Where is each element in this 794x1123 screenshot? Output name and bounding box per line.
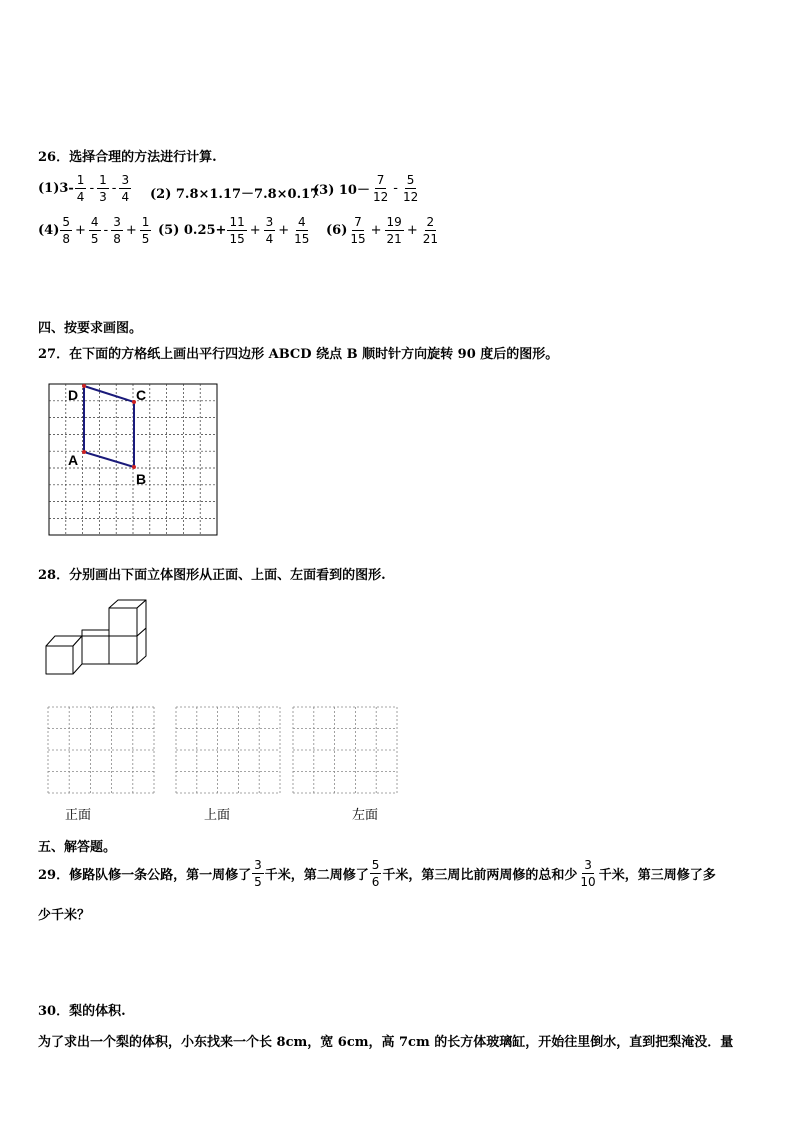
fraction: $\frac{19}{21}$ xyxy=(386,215,402,246)
cube-front-face xyxy=(109,608,137,636)
cube-solid-figure xyxy=(44,598,150,678)
grid-front-view xyxy=(47,706,155,794)
grid-left-view xyxy=(292,706,398,794)
fraction: $\frac{3}{5}$ xyxy=(254,858,262,889)
q29-text: 29．修路队修一条公路，第一周修了 xyxy=(38,868,252,883)
label-a: A xyxy=(68,452,79,468)
point-b xyxy=(132,465,136,469)
cube-front-face xyxy=(82,636,109,664)
label-front-view: 正面 xyxy=(65,807,92,822)
operator: - xyxy=(393,181,398,196)
label-left-view: 左面 xyxy=(352,807,379,822)
q30-text: 为了求出一个梨的体积，小东找来一个长 8cm，宽 6cm，高 7cm 的长方体玻璃缸，开始往里倒水，直到把梨淹没．量 xyxy=(38,1035,734,1050)
fraction: $\frac{3}{4}$ xyxy=(265,215,274,246)
cube-top-face xyxy=(82,630,109,636)
q29-line-2: 少千米？ xyxy=(38,908,91,923)
q29-text: 千米，第三周修了多 xyxy=(598,868,716,883)
operator: + xyxy=(370,223,382,238)
expr-lead: (4) xyxy=(38,223,60,238)
cube-front-face xyxy=(46,646,73,674)
operator: + xyxy=(125,223,137,238)
parallelogram-abcd xyxy=(84,386,134,467)
fraction: $\frac{4}{15}$ xyxy=(294,215,310,246)
q26-expr-1 xyxy=(38,172,132,205)
section-4-heading: 四、按要求画图。 xyxy=(38,321,143,336)
label-c: C xyxy=(136,387,147,403)
fraction: $\frac{7}{15}$ xyxy=(350,215,366,246)
operator: - xyxy=(103,223,109,238)
q29-text: 千米，第三周比前两周修的总和少 xyxy=(382,868,578,883)
grid-top-view xyxy=(175,706,281,794)
q29-line-1 xyxy=(38,857,716,890)
fraction: $\frac{3}{8}$ xyxy=(113,215,121,246)
operator: + xyxy=(75,223,86,238)
fraction: $\frac{1}{3}$ xyxy=(99,173,107,204)
point-a xyxy=(82,450,86,454)
fraction: $\frac{5}{12}$ xyxy=(402,173,419,204)
q26-expr-5 xyxy=(158,214,312,247)
operator: - xyxy=(89,181,95,196)
q30-title: 30．梨的体积. xyxy=(38,1004,126,1019)
expr-lead: (3) 10－ xyxy=(313,183,370,198)
cube-front-face xyxy=(109,636,137,664)
q27-grid-figure xyxy=(48,383,220,537)
section-5-heading: 五、解答题。 xyxy=(38,840,117,855)
operator: - xyxy=(111,181,117,196)
fraction: $\frac{4}{5}$ xyxy=(90,215,99,246)
fraction: $\frac{5}{8}$ xyxy=(62,215,70,246)
q26-expr-3 xyxy=(313,172,421,205)
label-b: B xyxy=(136,471,147,487)
fraction: $\frac{2}{21}$ xyxy=(422,215,439,246)
operator: + xyxy=(249,223,261,238)
fraction: $\frac{3}{4}$ xyxy=(121,173,130,204)
fraction: $\frac{5}{6}$ xyxy=(371,858,380,889)
fraction: $\frac{11}{15}$ xyxy=(229,215,245,246)
q26-expr-4 xyxy=(38,214,152,247)
expr-lead: (1)3- xyxy=(38,181,74,196)
q27-title: 27．在下面的方格纸上画出平行四边形 ABCD 绕点 B 顺时针方向旋转 90 度后的图形。 xyxy=(38,347,559,362)
fraction: $\frac{1}{4}$ xyxy=(76,173,85,204)
label-top-view: 上面 xyxy=(204,807,231,822)
operator: + xyxy=(278,223,290,238)
q29-text: 千米，第二周修了 xyxy=(264,868,369,883)
fraction: $\frac{7}{12}$ xyxy=(372,173,389,204)
q26-expr-6 xyxy=(326,214,441,247)
label-d: D xyxy=(68,387,79,403)
fraction: $\frac{3}{10}$ xyxy=(580,858,596,889)
point-d xyxy=(82,384,86,388)
expr-lead: (5) 0.25+ xyxy=(158,223,227,238)
q26-expr-2: (2) 7.8×1.17－7.8×0.17 xyxy=(150,187,320,202)
fraction: $\frac{1}{5}$ xyxy=(141,215,150,246)
expr-lead: (6) xyxy=(326,223,348,238)
q26-title: 26．选择合理的方法进行计算. xyxy=(38,150,217,165)
q28-title: 28．分别画出下面立体图形从正面、上面、左面看到的图形. xyxy=(38,568,386,583)
operator: + xyxy=(406,223,418,238)
